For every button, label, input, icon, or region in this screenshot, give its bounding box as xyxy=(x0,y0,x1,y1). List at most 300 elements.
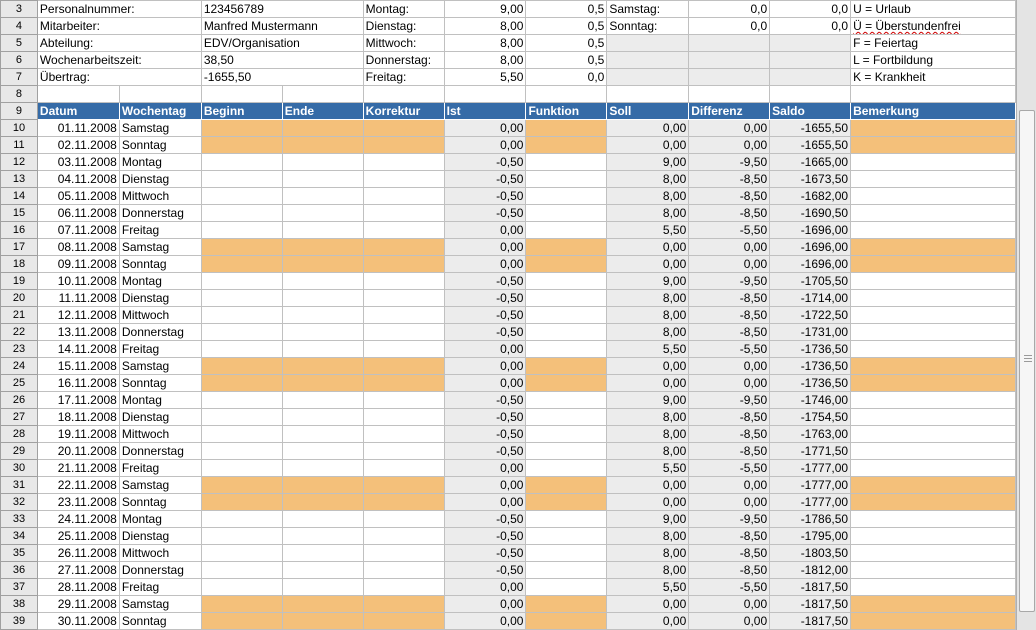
column-header-wochentag[interactable]: Wochentag xyxy=(119,103,201,120)
saldo-cell[interactable]: -1817,50 xyxy=(770,596,851,613)
end-cell[interactable] xyxy=(282,324,363,341)
correction-cell[interactable] xyxy=(363,307,444,324)
end-cell[interactable] xyxy=(282,460,363,477)
soll-cell[interactable]: 8,00 xyxy=(607,188,689,205)
row-header[interactable]: 23 xyxy=(1,341,38,358)
remark-cell[interactable] xyxy=(851,545,1016,562)
saldo-cell[interactable]: -1665,00 xyxy=(770,154,851,171)
weekday-cell[interactable]: Sonntag xyxy=(119,256,201,273)
begin-cell[interactable] xyxy=(201,137,282,154)
date-cell[interactable]: 21.11.2008 xyxy=(37,460,119,477)
row-header[interactable]: 34 xyxy=(1,528,38,545)
begin-cell[interactable] xyxy=(201,290,282,307)
row-header[interactable]: 30 xyxy=(1,460,38,477)
info-value[interactable]: EDV/Organisation xyxy=(201,35,363,52)
end-cell[interactable] xyxy=(282,562,363,579)
function-cell[interactable] xyxy=(526,511,607,528)
date-cell[interactable]: 18.11.2008 xyxy=(37,409,119,426)
row-header[interactable]: 19 xyxy=(1,273,38,290)
row-header[interactable]: 22 xyxy=(1,324,38,341)
row-header[interactable]: 7 xyxy=(1,69,38,86)
function-cell[interactable] xyxy=(526,154,607,171)
weekday-label[interactable]: Mittwoch: xyxy=(363,35,444,52)
ist-cell[interactable]: 0,00 xyxy=(444,239,526,256)
end-cell[interactable] xyxy=(282,222,363,239)
date-cell[interactable]: 29.11.2008 xyxy=(37,596,119,613)
row-header[interactable]: 8 xyxy=(1,86,38,103)
weekday-cell[interactable]: Donnerstag xyxy=(119,205,201,222)
remark-cell[interactable] xyxy=(851,426,1016,443)
empty-cell[interactable] xyxy=(119,86,201,103)
weekday-label[interactable]: Dienstag: xyxy=(363,18,444,35)
empty-cell[interactable] xyxy=(770,52,851,69)
function-cell[interactable] xyxy=(526,494,607,511)
weekday-hours[interactable]: 8,00 xyxy=(444,18,526,35)
soll-cell[interactable]: 8,00 xyxy=(607,545,689,562)
function-cell[interactable] xyxy=(526,239,607,256)
remark-cell[interactable] xyxy=(851,613,1016,630)
row-header[interactable]: 31 xyxy=(1,477,38,494)
weekday-cell[interactable]: Freitag xyxy=(119,222,201,239)
end-cell[interactable] xyxy=(282,545,363,562)
begin-cell[interactable] xyxy=(201,545,282,562)
soll-cell[interactable]: 5,50 xyxy=(607,460,689,477)
legend-entry[interactable]: L = Fortbildung xyxy=(851,52,1016,69)
weekday-cell[interactable]: Samstag xyxy=(119,239,201,256)
date-cell[interactable]: 26.11.2008 xyxy=(37,545,119,562)
function-cell[interactable] xyxy=(526,375,607,392)
correction-cell[interactable] xyxy=(363,154,444,171)
difference-cell[interactable]: -5,50 xyxy=(689,460,770,477)
end-cell[interactable] xyxy=(282,120,363,137)
end-cell[interactable] xyxy=(282,358,363,375)
soll-cell[interactable]: 5,50 xyxy=(607,341,689,358)
row-header[interactable]: 18 xyxy=(1,256,38,273)
weekday-cell[interactable]: Samstag xyxy=(119,120,201,137)
correction-cell[interactable] xyxy=(363,171,444,188)
weekday-pause[interactable]: 0,0 xyxy=(526,69,607,86)
end-cell[interactable] xyxy=(282,375,363,392)
weekday-cell[interactable]: Freitag xyxy=(119,579,201,596)
remark-cell[interactable] xyxy=(851,137,1016,154)
remark-cell[interactable] xyxy=(851,443,1016,460)
correction-cell[interactable] xyxy=(363,375,444,392)
ist-cell[interactable]: -0,50 xyxy=(444,545,526,562)
date-cell[interactable]: 08.11.2008 xyxy=(37,239,119,256)
row-header[interactable]: 39 xyxy=(1,613,38,630)
date-cell[interactable]: 19.11.2008 xyxy=(37,426,119,443)
info-value[interactable]: 123456789 xyxy=(201,1,363,18)
soll-cell[interactable]: 5,50 xyxy=(607,222,689,239)
date-cell[interactable]: 10.11.2008 xyxy=(37,273,119,290)
end-cell[interactable] xyxy=(282,494,363,511)
empty-cell[interactable] xyxy=(770,69,851,86)
correction-cell[interactable] xyxy=(363,392,444,409)
saldo-cell[interactable]: -1771,50 xyxy=(770,443,851,460)
ist-cell[interactable]: 0,00 xyxy=(444,477,526,494)
begin-cell[interactable] xyxy=(201,205,282,222)
saldo-cell[interactable]: -1817,50 xyxy=(770,579,851,596)
difference-cell[interactable]: -8,50 xyxy=(689,426,770,443)
difference-cell[interactable]: -8,50 xyxy=(689,307,770,324)
end-cell[interactable] xyxy=(282,528,363,545)
remark-cell[interactable] xyxy=(851,528,1016,545)
date-cell[interactable]: 04.11.2008 xyxy=(37,171,119,188)
weekday-cell[interactable]: Freitag xyxy=(119,341,201,358)
ist-cell[interactable]: 0,00 xyxy=(444,579,526,596)
row-header[interactable]: 13 xyxy=(1,171,38,188)
date-cell[interactable]: 28.11.2008 xyxy=(37,579,119,596)
row-header[interactable]: 37 xyxy=(1,579,38,596)
correction-cell[interactable] xyxy=(363,443,444,460)
begin-cell[interactable] xyxy=(201,171,282,188)
correction-cell[interactable] xyxy=(363,477,444,494)
begin-cell[interactable] xyxy=(201,443,282,460)
weekend-label[interactable]: Samstag: xyxy=(607,1,689,18)
remark-cell[interactable] xyxy=(851,239,1016,256)
difference-cell[interactable]: -5,50 xyxy=(689,341,770,358)
function-cell[interactable] xyxy=(526,596,607,613)
soll-cell[interactable]: 5,50 xyxy=(607,579,689,596)
correction-cell[interactable] xyxy=(363,273,444,290)
date-cell[interactable]: 14.11.2008 xyxy=(37,341,119,358)
row-header[interactable]: 16 xyxy=(1,222,38,239)
end-cell[interactable] xyxy=(282,205,363,222)
row-header[interactable]: 25 xyxy=(1,375,38,392)
end-cell[interactable] xyxy=(282,426,363,443)
ist-cell[interactable]: -0,50 xyxy=(444,324,526,341)
ist-cell[interactable]: -0,50 xyxy=(444,188,526,205)
soll-cell[interactable]: 0,00 xyxy=(607,494,689,511)
end-cell[interactable] xyxy=(282,341,363,358)
date-cell[interactable]: 22.11.2008 xyxy=(37,477,119,494)
saldo-cell[interactable]: -1777,00 xyxy=(770,477,851,494)
difference-cell[interactable]: -8,50 xyxy=(689,545,770,562)
row-header[interactable]: 15 xyxy=(1,205,38,222)
row-header[interactable]: 10 xyxy=(1,120,38,137)
saldo-cell[interactable]: -1754,50 xyxy=(770,409,851,426)
weekday-cell[interactable]: Sonntag xyxy=(119,494,201,511)
date-cell[interactable]: 03.11.2008 xyxy=(37,154,119,171)
correction-cell[interactable] xyxy=(363,460,444,477)
correction-cell[interactable] xyxy=(363,511,444,528)
column-header-korrektur[interactable]: Korrektur xyxy=(363,103,444,120)
weekday-cell[interactable]: Mittwoch xyxy=(119,188,201,205)
info-value[interactable]: 38,50 xyxy=(201,52,363,69)
row-header[interactable]: 9 xyxy=(1,103,38,120)
remark-cell[interactable] xyxy=(851,171,1016,188)
remark-cell[interactable] xyxy=(851,341,1016,358)
saldo-cell[interactable]: -1777,00 xyxy=(770,460,851,477)
weekday-cell[interactable]: Donnerstag xyxy=(119,324,201,341)
function-cell[interactable] xyxy=(526,290,607,307)
soll-cell[interactable]: 0,00 xyxy=(607,120,689,137)
empty-cell[interactable] xyxy=(607,69,689,86)
empty-cell[interactable] xyxy=(444,86,526,103)
info-label[interactable]: Mitarbeiter: xyxy=(37,18,201,35)
end-cell[interactable] xyxy=(282,256,363,273)
row-header[interactable]: 21 xyxy=(1,307,38,324)
correction-cell[interactable] xyxy=(363,596,444,613)
function-cell[interactable] xyxy=(526,409,607,426)
soll-cell[interactable]: 9,00 xyxy=(607,392,689,409)
saldo-cell[interactable]: -1714,00 xyxy=(770,290,851,307)
end-cell[interactable] xyxy=(282,273,363,290)
function-cell[interactable] xyxy=(526,579,607,596)
column-header-datum[interactable]: Datum xyxy=(37,103,119,120)
soll-cell[interactable]: 8,00 xyxy=(607,290,689,307)
soll-cell[interactable]: 8,00 xyxy=(607,307,689,324)
weekday-hours[interactable]: 8,00 xyxy=(444,52,526,69)
difference-cell[interactable]: -8,50 xyxy=(689,528,770,545)
ist-cell[interactable]: 0,00 xyxy=(444,256,526,273)
saldo-cell[interactable]: -1736,50 xyxy=(770,358,851,375)
column-header-soll[interactable]: Soll xyxy=(607,103,689,120)
begin-cell[interactable] xyxy=(201,273,282,290)
vertical-scrollbar[interactable] xyxy=(1016,0,1036,630)
date-cell[interactable]: 17.11.2008 xyxy=(37,392,119,409)
correction-cell[interactable] xyxy=(363,137,444,154)
saldo-cell[interactable]: -1696,00 xyxy=(770,239,851,256)
function-cell[interactable] xyxy=(526,443,607,460)
soll-cell[interactable]: 8,00 xyxy=(607,409,689,426)
date-cell[interactable]: 01.11.2008 xyxy=(37,120,119,137)
ist-cell[interactable]: 0,00 xyxy=(444,596,526,613)
date-cell[interactable]: 30.11.2008 xyxy=(37,613,119,630)
ist-cell[interactable]: 0,00 xyxy=(444,494,526,511)
function-cell[interactable] xyxy=(526,341,607,358)
soll-cell[interactable]: 9,00 xyxy=(607,511,689,528)
begin-cell[interactable] xyxy=(201,613,282,630)
function-cell[interactable] xyxy=(526,460,607,477)
soll-cell[interactable]: 0,00 xyxy=(607,137,689,154)
weekday-cell[interactable]: Freitag xyxy=(119,460,201,477)
saldo-cell[interactable]: -1655,50 xyxy=(770,120,851,137)
difference-cell[interactable]: 0,00 xyxy=(689,596,770,613)
remark-cell[interactable] xyxy=(851,460,1016,477)
difference-cell[interactable]: -9,50 xyxy=(689,392,770,409)
row-header[interactable]: 17 xyxy=(1,239,38,256)
weekday-cell[interactable]: Samstag xyxy=(119,596,201,613)
saldo-cell[interactable]: -1696,00 xyxy=(770,222,851,239)
row-header[interactable]: 29 xyxy=(1,443,38,460)
soll-cell[interactable]: 8,00 xyxy=(607,443,689,460)
date-cell[interactable]: 24.11.2008 xyxy=(37,511,119,528)
difference-cell[interactable]: 0,00 xyxy=(689,239,770,256)
begin-cell[interactable] xyxy=(201,409,282,426)
begin-cell[interactable] xyxy=(201,511,282,528)
difference-cell[interactable]: -8,50 xyxy=(689,324,770,341)
function-cell[interactable] xyxy=(526,426,607,443)
date-cell[interactable]: 20.11.2008 xyxy=(37,443,119,460)
date-cell[interactable]: 06.11.2008 xyxy=(37,205,119,222)
end-cell[interactable] xyxy=(282,239,363,256)
remark-cell[interactable] xyxy=(851,324,1016,341)
difference-cell[interactable]: -5,50 xyxy=(689,579,770,596)
column-header-bemerkung[interactable]: Bemerkung xyxy=(851,103,1016,120)
saldo-cell[interactable]: -1696,00 xyxy=(770,256,851,273)
saldo-cell[interactable]: -1817,50 xyxy=(770,613,851,630)
begin-cell[interactable] xyxy=(201,120,282,137)
begin-cell[interactable] xyxy=(201,392,282,409)
weekend-hours[interactable]: 0,0 xyxy=(689,18,770,35)
begin-cell[interactable] xyxy=(201,579,282,596)
empty-cell[interactable] xyxy=(526,86,607,103)
row-header[interactable]: 6 xyxy=(1,52,38,69)
row-header[interactable]: 27 xyxy=(1,409,38,426)
correction-cell[interactable] xyxy=(363,579,444,596)
difference-cell[interactable]: -8,50 xyxy=(689,443,770,460)
date-cell[interactable]: 11.11.2008 xyxy=(37,290,119,307)
difference-cell[interactable]: 0,00 xyxy=(689,613,770,630)
difference-cell[interactable]: 0,00 xyxy=(689,120,770,137)
row-header[interactable]: 24 xyxy=(1,358,38,375)
function-cell[interactable] xyxy=(526,256,607,273)
info-value[interactable]: -1655,50 xyxy=(201,69,363,86)
soll-cell[interactable]: 0,00 xyxy=(607,358,689,375)
difference-cell[interactable]: -5,50 xyxy=(689,222,770,239)
begin-cell[interactable] xyxy=(201,358,282,375)
function-cell[interactable] xyxy=(526,477,607,494)
ist-cell[interactable]: 0,00 xyxy=(444,341,526,358)
remark-cell[interactable] xyxy=(851,290,1016,307)
function-cell[interactable] xyxy=(526,137,607,154)
correction-cell[interactable] xyxy=(363,290,444,307)
column-header-funktion[interactable]: Funktion xyxy=(526,103,607,120)
date-cell[interactable]: 09.11.2008 xyxy=(37,256,119,273)
correction-cell[interactable] xyxy=(363,120,444,137)
empty-cell[interactable] xyxy=(607,86,689,103)
begin-cell[interactable] xyxy=(201,239,282,256)
ist-cell[interactable]: -0,50 xyxy=(444,154,526,171)
begin-cell[interactable] xyxy=(201,188,282,205)
row-header[interactable]: 20 xyxy=(1,290,38,307)
saldo-cell[interactable]: -1777,00 xyxy=(770,494,851,511)
correction-cell[interactable] xyxy=(363,426,444,443)
weekend-hours[interactable]: 0,0 xyxy=(689,1,770,18)
saldo-cell[interactable]: -1736,50 xyxy=(770,341,851,358)
ist-cell[interactable]: -0,50 xyxy=(444,205,526,222)
ist-cell[interactable]: -0,50 xyxy=(444,426,526,443)
ist-cell[interactable]: -0,50 xyxy=(444,307,526,324)
ist-cell[interactable]: 0,00 xyxy=(444,375,526,392)
empty-cell[interactable] xyxy=(282,86,363,103)
empty-cell[interactable] xyxy=(607,52,689,69)
difference-cell[interactable]: 0,00 xyxy=(689,477,770,494)
function-cell[interactable] xyxy=(526,613,607,630)
row-header[interactable]: 32 xyxy=(1,494,38,511)
weekday-label[interactable]: Montag: xyxy=(363,1,444,18)
weekday-cell[interactable]: Montag xyxy=(119,392,201,409)
weekday-cell[interactable]: Samstag xyxy=(119,358,201,375)
begin-cell[interactable] xyxy=(201,460,282,477)
legend-entry[interactable]: U = Urlaub xyxy=(851,1,1016,18)
ist-cell[interactable]: 0,00 xyxy=(444,460,526,477)
end-cell[interactable] xyxy=(282,188,363,205)
weekday-hours[interactable]: 8,00 xyxy=(444,35,526,52)
end-cell[interactable] xyxy=(282,579,363,596)
function-cell[interactable] xyxy=(526,324,607,341)
weekday-cell[interactable]: Mittwoch xyxy=(119,307,201,324)
remark-cell[interactable] xyxy=(851,307,1016,324)
ist-cell[interactable]: -0,50 xyxy=(444,290,526,307)
weekday-cell[interactable]: Montag xyxy=(119,511,201,528)
empty-cell[interactable] xyxy=(363,86,444,103)
difference-cell[interactable]: 0,00 xyxy=(689,358,770,375)
remark-cell[interactable] xyxy=(851,188,1016,205)
weekday-cell[interactable]: Mittwoch xyxy=(119,545,201,562)
remark-cell[interactable] xyxy=(851,579,1016,596)
column-header-saldo[interactable]: Saldo xyxy=(770,103,851,120)
saldo-cell[interactable]: -1812,00 xyxy=(770,562,851,579)
difference-cell[interactable]: -9,50 xyxy=(689,273,770,290)
begin-cell[interactable] xyxy=(201,375,282,392)
ist-cell[interactable]: -0,50 xyxy=(444,171,526,188)
saldo-cell[interactable]: -1795,00 xyxy=(770,528,851,545)
weekday-cell[interactable]: Montag xyxy=(119,273,201,290)
empty-cell[interactable] xyxy=(689,86,770,103)
info-label[interactable]: Abteilung: xyxy=(37,35,201,52)
row-header[interactable]: 35 xyxy=(1,545,38,562)
begin-cell[interactable] xyxy=(201,494,282,511)
saldo-cell[interactable]: -1673,50 xyxy=(770,171,851,188)
date-cell[interactable]: 07.11.2008 xyxy=(37,222,119,239)
remark-cell[interactable] xyxy=(851,562,1016,579)
empty-cell[interactable] xyxy=(689,52,770,69)
remark-cell[interactable] xyxy=(851,205,1016,222)
date-cell[interactable]: 25.11.2008 xyxy=(37,528,119,545)
begin-cell[interactable] xyxy=(201,426,282,443)
soll-cell[interactable]: 8,00 xyxy=(607,205,689,222)
saldo-cell[interactable]: -1803,50 xyxy=(770,545,851,562)
difference-cell[interactable]: -8,50 xyxy=(689,290,770,307)
function-cell[interactable] xyxy=(526,188,607,205)
function-cell[interactable] xyxy=(526,392,607,409)
weekday-pause[interactable]: 0,5 xyxy=(526,1,607,18)
end-cell[interactable] xyxy=(282,511,363,528)
saldo-cell[interactable]: -1655,50 xyxy=(770,137,851,154)
difference-cell[interactable]: -8,50 xyxy=(689,205,770,222)
end-cell[interactable] xyxy=(282,290,363,307)
ist-cell[interactable]: -0,50 xyxy=(444,562,526,579)
begin-cell[interactable] xyxy=(201,596,282,613)
function-cell[interactable] xyxy=(526,120,607,137)
remark-cell[interactable] xyxy=(851,596,1016,613)
function-cell[interactable] xyxy=(526,171,607,188)
saldo-cell[interactable]: -1786,50 xyxy=(770,511,851,528)
soll-cell[interactable]: 0,00 xyxy=(607,375,689,392)
remark-cell[interactable] xyxy=(851,358,1016,375)
function-cell[interactable] xyxy=(526,222,607,239)
soll-cell[interactable]: 0,00 xyxy=(607,596,689,613)
weekday-cell[interactable]: Sonntag xyxy=(119,375,201,392)
difference-cell[interactable]: -8,50 xyxy=(689,409,770,426)
saldo-cell[interactable]: -1705,50 xyxy=(770,273,851,290)
legend-entry[interactable]: Ü = Überstundenfrei xyxy=(851,18,1016,35)
weekday-label[interactable]: Freitag: xyxy=(363,69,444,86)
row-header[interactable]: 4 xyxy=(1,18,38,35)
end-cell[interactable] xyxy=(282,154,363,171)
difference-cell[interactable]: 0,00 xyxy=(689,494,770,511)
end-cell[interactable] xyxy=(282,443,363,460)
saldo-cell[interactable]: -1690,50 xyxy=(770,205,851,222)
row-header[interactable]: 28 xyxy=(1,426,38,443)
column-header-beginn[interactable]: Beginn xyxy=(201,103,282,120)
info-label[interactable]: Wochenarbeitszeit: xyxy=(37,52,201,69)
begin-cell[interactable] xyxy=(201,341,282,358)
info-label[interactable]: Personalnummer: xyxy=(37,1,201,18)
soll-cell[interactable]: 8,00 xyxy=(607,171,689,188)
